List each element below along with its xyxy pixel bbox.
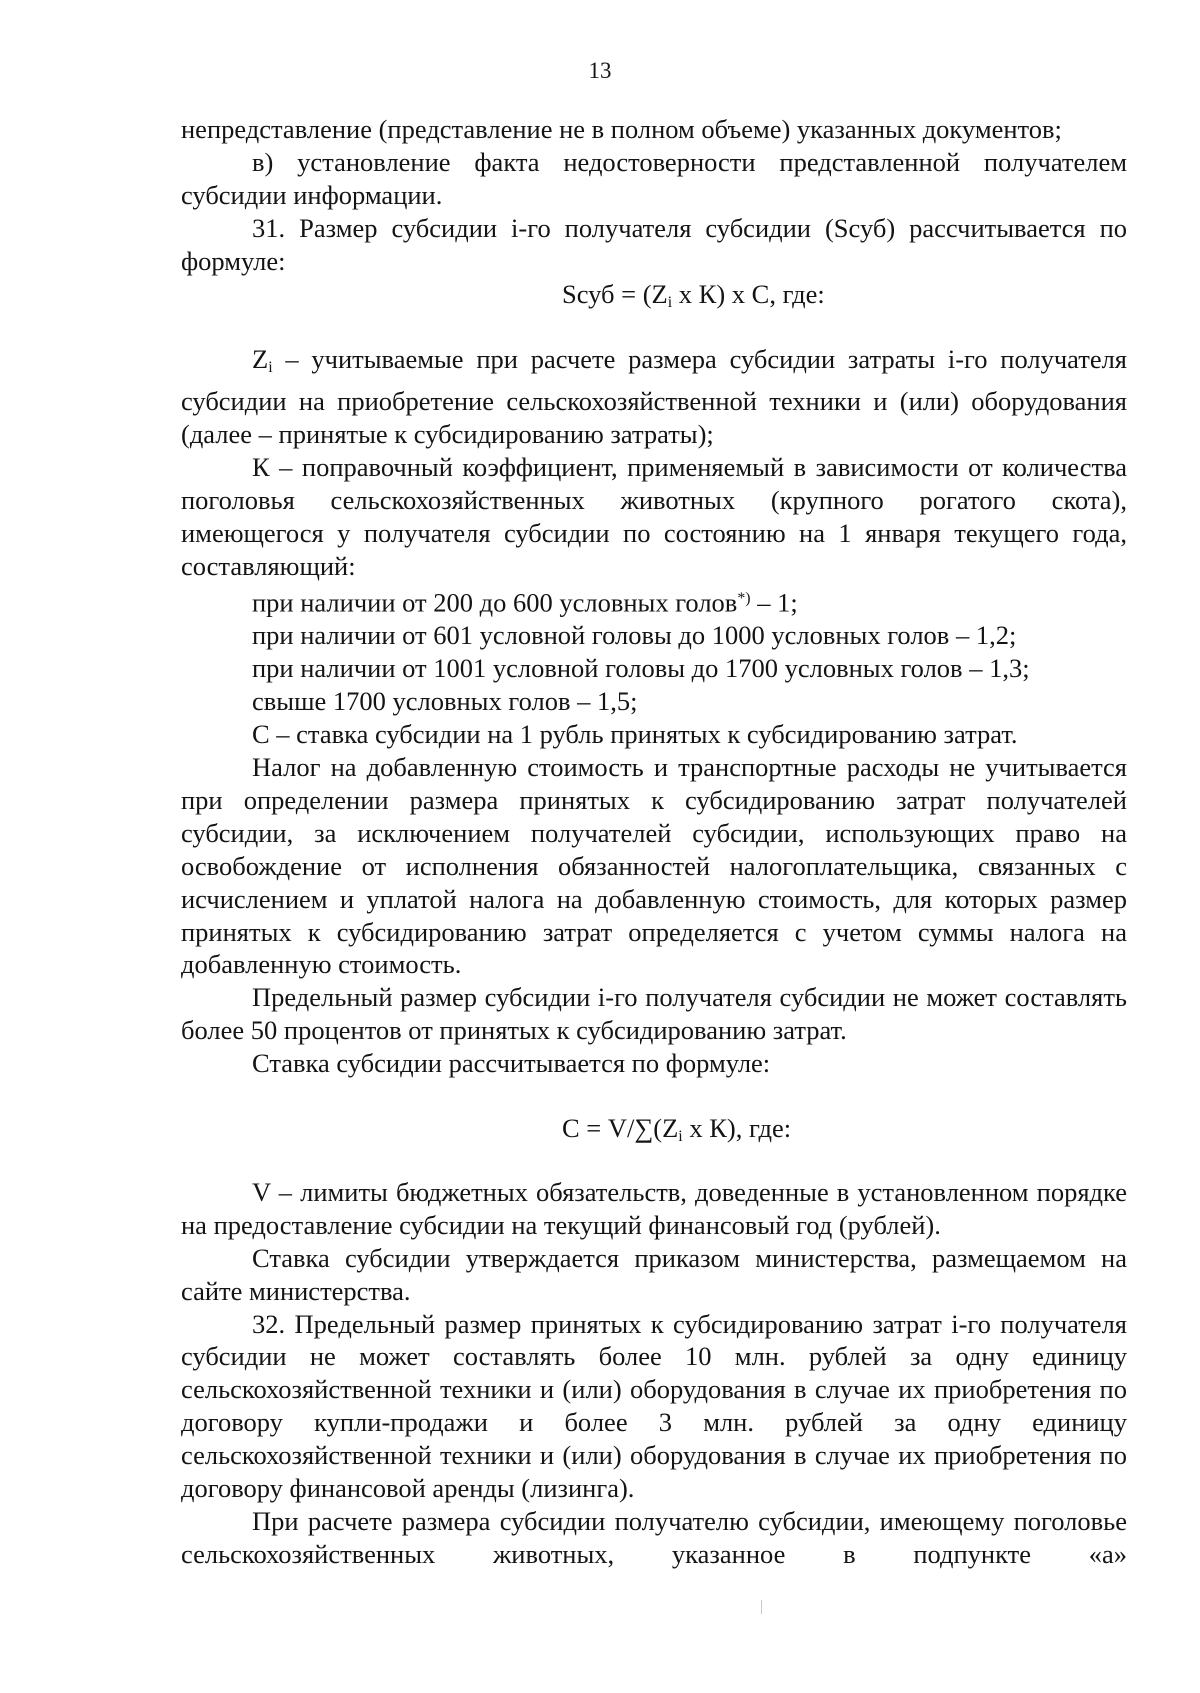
zi-definition-text: – учитываемые при расчете размера субсидии затраты i-го получателя субсидии на приобретение сельскохозяйственной техники и (или) оборудования (далее – принятые к субсидированию затраты); [181, 344, 1127, 450]
formula-rate-tail: х К), где: [682, 1113, 792, 1144]
page-number: 13 [588, 58, 612, 83]
formula-subsidy-size-tail: х К) х С, где: [672, 278, 825, 309]
list-item-k-601-1000: при наличии от 601 условной головы до 1000 условных голов – 1,2; [252, 620, 1017, 651]
paragraph-32: 32. Предельный размер принятых к субсидированию затрат i-го получателя субсидии не может составлять более 10 млн. рублей за одну единицу сельскохозяйственной техники и (или) оборудования в случае их приобретения по договору купли-продажи и более 3 млн. рублей за одну единицу сельскохозяйственной техники и (или) оборудования в случае их приобретения по договору финансовой аренды (лизинга). [181, 1308, 1127, 1504]
paragraph-31: 31. Размер субсидии i-го получателя субсидии (Sсуб) рассчитывается по формуле: [181, 212, 1127, 276]
paragraph-zi-definition [181, 343, 1127, 451]
paragraph-item-v: в) установление факта недостоверности представленной получателем субсидии информации. [181, 146, 1127, 210]
paragraph-v-definition: V – лимиты бюджетных обязательств, доведенные в установленном порядке на предоставление субсидии на текущий финансовый год (рублей). [181, 1176, 1127, 1240]
scan-mark [761, 1600, 762, 1614]
paragraph-rate-formula-intro: Ставка субсидии рассчитывается по формуле: [252, 1048, 771, 1079]
formula-subsidy-size-head: Sсуб = (Z [562, 278, 668, 309]
list-item-k-over-1700: свыше 1700 условных голов – 1,5; [252, 686, 638, 717]
list-item-k-1001-1700: при наличии от 1001 условной головы до 1700 условных голов – 1,3; [252, 653, 1030, 684]
paragraph-livestock-calculation: При расчете размера субсидии получателю субсидии, имеющему поголовье сельскохозяйственных животных, указанное в подпункте «а» [181, 1505, 1127, 1569]
zi-subscript: i [268, 359, 273, 377]
formula-rate-sub: i [678, 1128, 683, 1146]
formula-rate [181, 1112, 1127, 1154]
paragraph-c-definition: С – ставка субсидии на 1 рубль принятых к субсидированию затрат. [252, 719, 1018, 750]
paragraph-rate-approval: Ставка субсидии утверждается приказом министерства, размещаемом на сайте министерства. [181, 1242, 1127, 1306]
paragraph-limit-50-percent: Предельный размер субсидии i-го получателя субсидии не может составлять более 50 процентов от принятых к субсидированию затрат. [181, 982, 1127, 1046]
formula-rate-head: С = V/∑(Z [562, 1113, 679, 1144]
document-body [181, 113, 1127, 1571]
paragraph-vat: Налог на добавленную стоимость и транспортные расходы не учитывается при определении размера принятых к субсидированию затрат получателей субсидии, за исключением получателей субсидии, использующих право на освобождение от исполнения обязанностей налогоплательщика, связанных с исчислением и уплатой налога на добавленную стоимость, для которых размер принятых к субсидированию затрат определяется с учетом суммы налога на добавленную стоимость. [181, 751, 1127, 980]
list-item-k-200-600 [181, 583, 1127, 620]
footnote-mark: *) [737, 589, 751, 607]
zi-symbol: Z [252, 344, 269, 375]
paragraph-k-definition: К – поправочный коэффициент, применяемый в зависимости от количества поголовья сельскохозяйственных животных (крупного рогатого скота), имеющегося у получателя субсидии по состоянию на 1 января текущего года, составляющий: [181, 452, 1127, 581]
paragraph-continuation: непредставление (представление не в полном объеме) указанных документов; [181, 114, 1062, 144]
formula-subsidy-size [181, 278, 1127, 320]
list-item-k-200-600-text: при наличии от 200 до 600 условных голов [252, 587, 738, 618]
list-item-k-200-600-value: – 1; [750, 587, 798, 618]
formula-subsidy-size-sub: i [667, 293, 673, 311]
